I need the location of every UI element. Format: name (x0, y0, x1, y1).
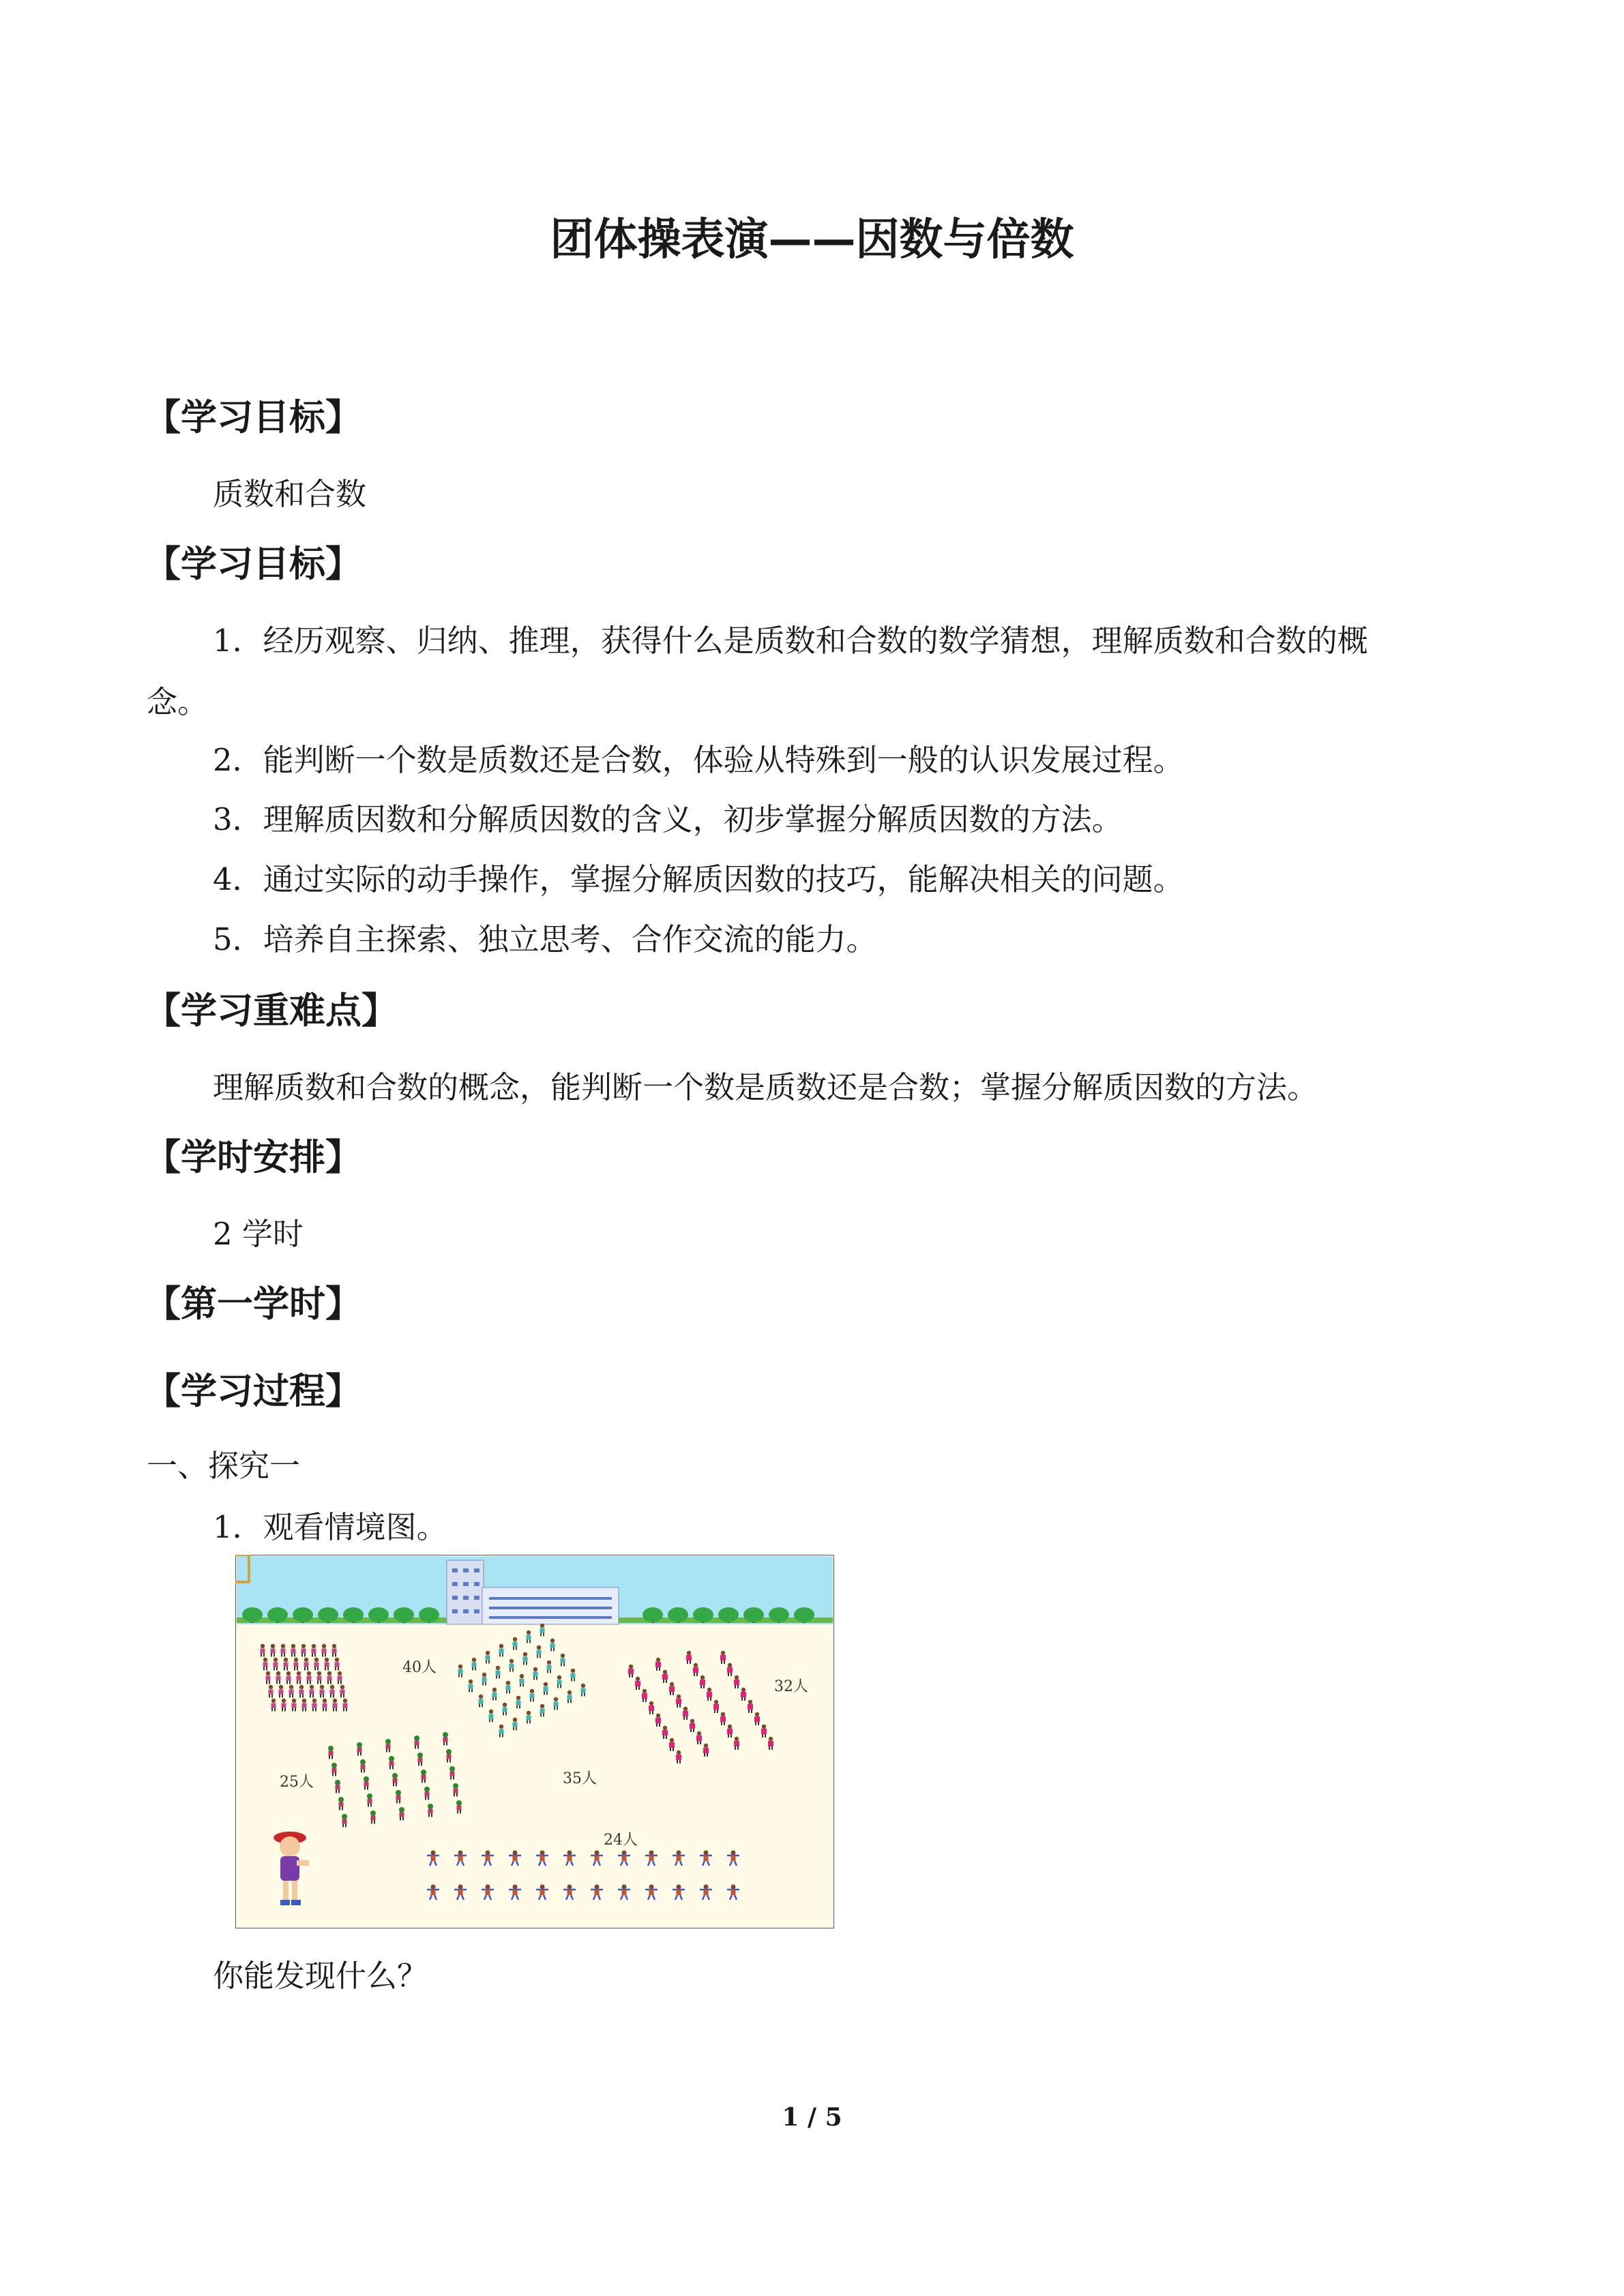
label-35: 35人 (563, 1770, 597, 1787)
objective-heading: 【学习目标】 (145, 397, 361, 438)
label-32: 32人 (774, 1678, 808, 1695)
page-title: 团体操表演——因数与倍数 (550, 215, 1074, 265)
objective-text: 质数和合数 (213, 476, 367, 512)
goal-item: 1．经历观察、归纳、推理，获得什么是质数和合数的数学猜想，理解质数和合数的概 (213, 623, 1368, 659)
schedule-heading: 【学时安排】 (145, 1137, 361, 1178)
step-1: 1．观看情境图。 (213, 1509, 447, 1545)
goal-item: 5．培养自主探索、独立思考、合作交流的能力。 (213, 921, 877, 957)
question-text: 你能发现什么？ (213, 1958, 428, 1994)
label-40: 40人 (402, 1659, 437, 1676)
goal-item: 3．理解质因数和分解质因数的含义，初步掌握分解质因数的方法。 (213, 801, 1123, 837)
goal-item: 4．通过实际的动手操作，掌握分解质因数的技巧，能解决相关的问题。 (213, 861, 1184, 897)
lesson1-heading: 【第一学时】 (145, 1283, 361, 1325)
label-25: 25人 (280, 1774, 314, 1791)
keypoints-text: 理解质数和合数的概念，能判断一个数是质数还是合数；掌握分解质因数的方法。 (213, 1069, 1318, 1105)
goal-item: 2．能判断一个数是质数还是合数，体验从特殊到一般的认识发展过程。 (213, 742, 1184, 778)
goals-heading: 【学习目标】 (145, 543, 361, 585)
scene-illustration (235, 1555, 834, 1928)
explore-heading: 一、探究一 (147, 1448, 301, 1484)
keypoints-heading: 【学习重难点】 (145, 990, 398, 1032)
goal-item-continued: 念。 (147, 684, 209, 720)
page-number: 1 / 5 (782, 2103, 842, 2132)
process-heading: 【学习过程】 (145, 1371, 361, 1412)
schedule-text: 2 学时 (213, 1216, 304, 1252)
label-24: 24人 (604, 1832, 638, 1849)
